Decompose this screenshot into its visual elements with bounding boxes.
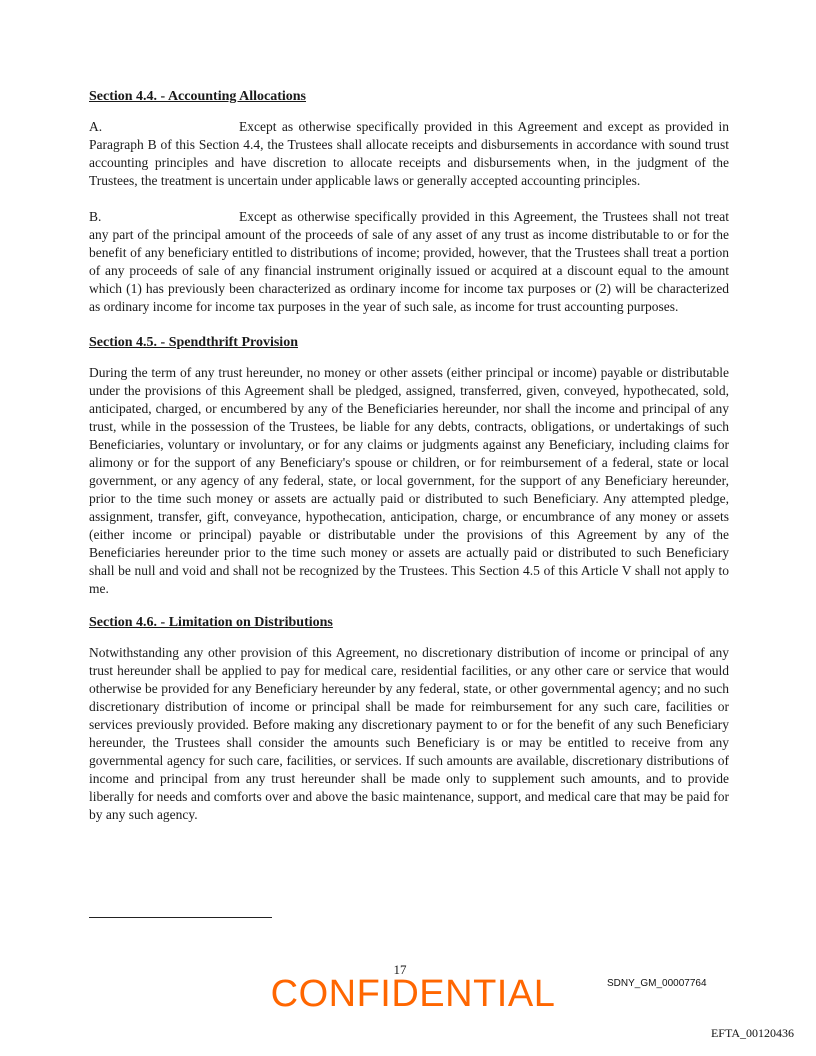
paragraph-a-text: Except as otherwise specifically provided in this Agreement and except as provided in Paragraph B of this Section 4.4, the Trustees shall allocate receipts and disbursements in accordance with sound trust accounting principles and have discretion to allocate receipts and disbursements when, in the judgment of the Trustees, the treatment is uncertain under applicable laws or generally accepted accounting principles.: [89, 119, 729, 188]
paragraph-a-label: A.: [89, 119, 103, 134]
paragraph-b-label: B.: [89, 209, 102, 224]
section-4-4-paragraph-a: [89, 118, 729, 190]
footnote-divider: [89, 917, 272, 918]
section-4-5-heading: Section 4.5. - Spendthrift Provision: [89, 335, 298, 350]
bates-number: SDNY_GM_00007764: [607, 978, 707, 989]
section-4-4-heading: Section 4.4. - Accounting Allocations: [89, 89, 307, 104]
paragraph-b-text: Except as otherwise specifically provided in this Agreement, the Trustees shall not treat any part of the principal amount of the proceeds of sale of any asset of any trust as income distributable to or for the benefit of any beneficiary entitled to distributions of income; provided, however, that the Trustees shall treat a portion of any proceeds of sale of any financial instrument originally issued or acquired at a discount equal to the amount which (1) has previously been characterized as ordinary income for income tax purposes or (2) will be characterized as ordinary income for income tax purposes in the year of such sale, as income for trust accounting purposes.: [89, 209, 729, 314]
confidential-stamp: CONFIDENTIAL: [270, 973, 556, 1015]
section-4-6-text: Notwithstanding any other provision of this Agreement, no discretionary distribution of income or principal of any trust hereunder shall be applied to pay for medical care, residential facilities, or any other care or service that would otherwise be provided for any Beneficiary hereunder by any federal, state, or other governmental agency; and no such discretionary distribution of income or principal shall be made for reimbursement for any such care, facilities or services previously provided. Before making any discretionary payment to or for the benefit of any such Beneficiary hereunder, the Trustees shall consider the amounts such Beneficiary is or may be entitled to receive from any governmental agency for such care, facilities, or services. If such amounts are available, discretionary distributions of income and principal from any trust hereunder shall be made only to supplement such amounts, and to provide liberally for needs and comforts over and above the basic maintenance, support, and medical care that may be paid for by any such agency.: [89, 645, 729, 822]
document-page: [89, 88, 729, 824]
section-4-4-paragraph-b: [89, 208, 729, 316]
section-4-6-heading: Section 4.6. - Limitation on Distributions: [89, 615, 333, 630]
section-4-5-text: During the term of any trust hereunder, no money or other assets (either principal or income) payable or distributable under the provisions of this Agreement shall be pledged, assigned, transferred, given, conveyed, hypothecated, sold, anticipated, charged, or encumbered by any of the Beneficiaries hereunder, nor shall the income and principal of any trust, while in the possession of the Trustees, be liable for any debts, contracts, obligations, or undertakings of such Beneficiaries, voluntary or involuntary, or for any claims or judgments against any Beneficiary, including claims for alimony or for the support of any Beneficiary's spouse or children, or for reimbursement of a federal, state or local government, or any agency of any federal, state, or local government, for the support of any Beneficiary hereunder, prior to the time such money or assets are actually paid or distributed to such Beneficiary. Any attempted pledge, assignment, transfer, gift, conveyance, hypothecation, anticipation, charge, or encumbrance of any money or assets (either income or principal) payable or distributable under the provisions of this Agreement by any of the Beneficiaries hereunder prior to the time such money or assets are actually paid or distributed to such Beneficiary shall be null and void and shall not be recognized by the Trustees. This Section 4.5 of this Article V shall not apply to me.: [89, 365, 729, 596]
efta-identifier: EFTA_00120436: [710, 1026, 794, 1040]
page-number: 17: [393, 962, 407, 977]
